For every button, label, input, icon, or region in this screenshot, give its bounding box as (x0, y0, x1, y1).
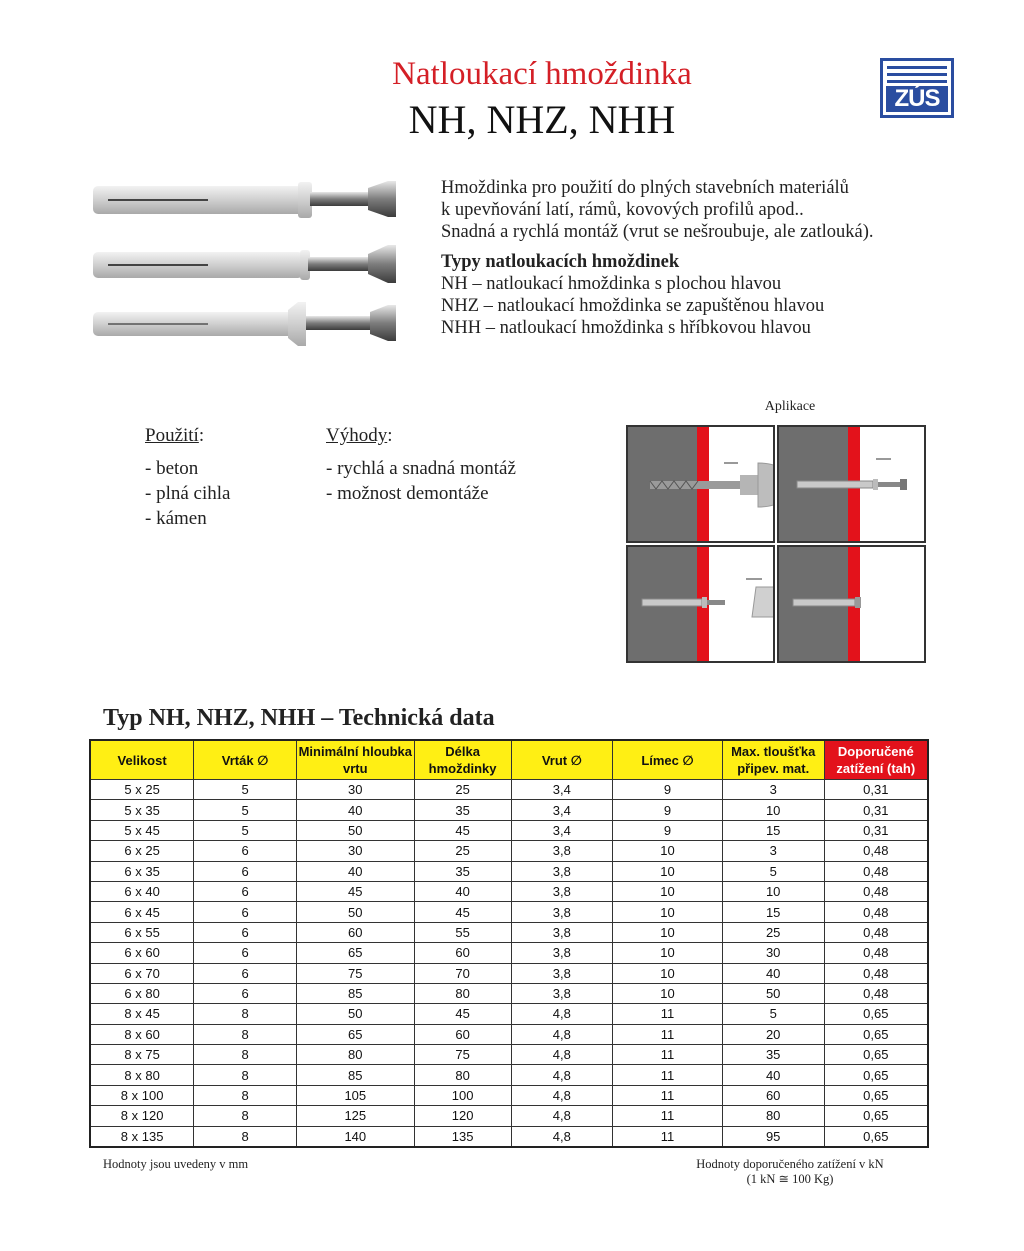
table-cell: 0,65 (824, 1065, 928, 1085)
footer-units-note: Hodnoty jsou uvedeny v mm (103, 1157, 249, 1171)
table-cell: 95 (722, 1126, 824, 1147)
table-cell: 6 (194, 861, 297, 881)
table-row (90, 1106, 928, 1126)
table-row (90, 922, 928, 942)
table-cell: 8 (194, 1106, 297, 1126)
table-cell: 3,8 (511, 902, 613, 922)
table-cell: 10 (613, 881, 723, 901)
table-cell: 8 x 45 (90, 1004, 194, 1024)
table-cell: 60 (414, 1024, 511, 1044)
table-row (90, 902, 928, 922)
table-row (90, 1024, 928, 1044)
table-cell: 5 (722, 861, 824, 881)
table-row (90, 861, 928, 881)
table-cell: 4,8 (511, 1004, 613, 1024)
table-cell: 60 (414, 943, 511, 963)
header-vrut: Vrut ∅ (511, 740, 613, 780)
application-step-drill (626, 425, 775, 543)
table-row (90, 800, 928, 820)
table-cell: 0,65 (824, 1004, 928, 1024)
table-cell: 10 (613, 963, 723, 983)
type-item: NH – natloukací hmoždinka s plochou hlavou (441, 274, 782, 294)
table-row (90, 881, 928, 901)
table-row (90, 841, 928, 861)
table-row (90, 1065, 928, 1085)
zus-logo (880, 58, 954, 118)
table-cell: 40 (296, 800, 414, 820)
table-cell: 4,8 (511, 1065, 613, 1085)
table-cell: 135 (414, 1126, 511, 1147)
table-cell: 140 (296, 1126, 414, 1147)
table-cell: 3,8 (511, 983, 613, 1003)
tech-data-title: Typ NH, NHZ, NHH – Technická data (103, 705, 495, 731)
table-cell: 45 (414, 820, 511, 840)
table-cell: 3 (722, 780, 824, 800)
table-cell: 25 (414, 780, 511, 800)
table-cell: 6 (194, 983, 297, 1003)
type-item: NHH – natloukací hmoždinka s hříbkovou hlavou (441, 318, 811, 338)
table-cell: 55 (414, 922, 511, 942)
table-cell: 6 x 40 (90, 881, 194, 901)
table-cell: 10 (613, 943, 723, 963)
table-cell: 15 (722, 902, 824, 922)
table-cell: 11 (613, 1085, 723, 1105)
table-cell: 5 (194, 820, 297, 840)
table-cell: 45 (414, 1004, 511, 1024)
anchor-nhh (93, 302, 396, 346)
table-cell: 40 (722, 963, 824, 983)
table-cell: 75 (296, 963, 414, 983)
table-cell: 30 (296, 780, 414, 800)
table-cell: 6 x 70 (90, 963, 194, 983)
header-limec: Límec ∅ (613, 740, 723, 780)
table-cell: 9 (613, 800, 723, 820)
table-cell: 11 (613, 1106, 723, 1126)
advantage-item: - možnost demontáže (326, 483, 489, 504)
table-cell: 30 (296, 841, 414, 861)
table-cell: 0,65 (824, 1085, 928, 1105)
table-cell: 0,65 (824, 1106, 928, 1126)
table-cell: 6 x 35 (90, 861, 194, 881)
advantages-section: Výhody: - rychlá a snadná montáž - možnost demontáže (326, 425, 516, 504)
description-line: Snadná a rychlá montáž (vrut se nešroubuje, ale zatlouká). (441, 222, 874, 242)
table-cell: 0,48 (824, 861, 928, 881)
table-cell: 6 x 45 (90, 902, 194, 922)
description (441, 177, 874, 339)
table-cell: 6 (194, 963, 297, 983)
table-cell: 11 (613, 1045, 723, 1065)
table-row (90, 1045, 928, 1065)
application-step-insert (777, 425, 926, 543)
table-row (90, 1126, 928, 1147)
anchor-nh (93, 181, 396, 218)
table-cell: 0,48 (824, 963, 928, 983)
table-cell: 8 x 75 (90, 1045, 194, 1065)
page-subtitle: NH, NHZ, NHH (408, 97, 676, 142)
table-cell: 11 (613, 1065, 723, 1085)
table-cell: 4,8 (511, 1126, 613, 1147)
header-delka: Délka hmoždinky (414, 740, 511, 780)
header-vrtak: Vrták ∅ (194, 740, 297, 780)
table-cell: 6 x 25 (90, 841, 194, 861)
table-cell: 8 (194, 1024, 297, 1044)
table-cell: 0,48 (824, 902, 928, 922)
table-cell: 8 (194, 1045, 297, 1065)
table-cell: 70 (414, 963, 511, 983)
table-cell: 10 (613, 922, 723, 942)
table-cell: 80 (722, 1106, 824, 1126)
table-cell: 3,8 (511, 963, 613, 983)
header-zatizeni: Doporučené zatížení (tah) (824, 740, 928, 780)
table-cell: 11 (613, 1126, 723, 1147)
table-cell: 0,48 (824, 943, 928, 963)
table-cell: 50 (296, 820, 414, 840)
table-cell: 3,8 (511, 943, 613, 963)
usage-item: - kámen (145, 508, 207, 529)
table-cell: 0,65 (824, 1126, 928, 1147)
table-cell: 5 x 35 (90, 800, 194, 820)
footer-load-conversion: (1 kN ≅ 100 Kg) (746, 1172, 834, 1186)
table-row (90, 1004, 928, 1024)
types-heading: Typy natloukacích hmoždinek (441, 252, 680, 272)
type-item: NHZ – natloukací hmoždinka se zapuštěnou hlavou (441, 296, 825, 316)
table-cell: 25 (722, 922, 824, 942)
table-cell: 100 (414, 1085, 511, 1105)
table-cell: 80 (414, 983, 511, 1003)
table-cell: 60 (722, 1085, 824, 1105)
table-cell: 8 x 135 (90, 1126, 194, 1147)
table-cell: 8 x 120 (90, 1106, 194, 1126)
application-step-done (777, 545, 926, 663)
table-cell: 0,48 (824, 922, 928, 942)
table-cell: 3,4 (511, 820, 613, 840)
table-row (90, 983, 928, 1003)
tech-data-table (89, 739, 929, 1148)
table-cell: 40 (414, 881, 511, 901)
table-cell: 9 (613, 820, 723, 840)
table-cell: 5 (194, 780, 297, 800)
table-cell: 125 (296, 1106, 414, 1126)
usage-section: Použití: - beton - plná cihla - kámen (145, 425, 231, 529)
application-step-hammer (626, 545, 775, 663)
usage-heading: Použití (145, 425, 199, 446)
footer-load-line: Hodnoty doporučeného zatížení v kN (696, 1157, 884, 1171)
table-cell: 6 (194, 881, 297, 901)
table-cell: 5 x 25 (90, 780, 194, 800)
table-cell: 10 (722, 800, 824, 820)
table-cell: 6 x 55 (90, 922, 194, 942)
table-cell: 10 (613, 983, 723, 1003)
table-cell: 4,8 (511, 1085, 613, 1105)
table-cell: 80 (296, 1045, 414, 1065)
table-cell: 8 (194, 1126, 297, 1147)
table-cell: 10 (613, 902, 723, 922)
table-cell: 65 (296, 943, 414, 963)
table-cell: 50 (296, 1004, 414, 1024)
table-row (90, 943, 928, 963)
anchors-image (88, 176, 400, 351)
table-cell: 6 x 80 (90, 983, 194, 1003)
table-cell: 10 (722, 881, 824, 901)
table-cell: 40 (722, 1065, 824, 1085)
table-cell: 4,8 (511, 1024, 613, 1044)
table-cell: 35 (722, 1045, 824, 1065)
table-cell: 105 (296, 1085, 414, 1105)
table-cell: 11 (613, 1024, 723, 1044)
table-cell: 3,8 (511, 881, 613, 901)
table-cell: 4,8 (511, 1045, 613, 1065)
table-cell: 10 (613, 841, 723, 861)
table-cell: 0,48 (824, 841, 928, 861)
table-cell: 8 (194, 1085, 297, 1105)
table-cell: 9 (613, 780, 723, 800)
usage-item: - plná cihla (145, 483, 231, 504)
table-cell: 0,48 (824, 983, 928, 1003)
table-cell: 8 x 60 (90, 1024, 194, 1044)
table-row (90, 1085, 928, 1105)
table-cell: 0,65 (824, 1045, 928, 1065)
description-line: Hmoždinka pro použití do plných stavebních materiálů (441, 178, 849, 198)
header-tloustka: Max. tloušťka připev. mat. (722, 740, 824, 780)
logo-text: ZÚS (886, 86, 948, 112)
table-cell: 85 (296, 983, 414, 1003)
table-cell: 5 x 45 (90, 820, 194, 840)
table-cell: 6 (194, 922, 297, 942)
table-cell: 6 (194, 841, 297, 861)
table-cell: 60 (296, 922, 414, 942)
table-cell: 120 (414, 1106, 511, 1126)
table-cell: 3,8 (511, 922, 613, 942)
table-cell: 45 (296, 881, 414, 901)
description-line: k upevňování latí, rámů, kovových profilů apod.. (441, 200, 804, 220)
advantage-item: - rychlá a snadná montáž (326, 458, 516, 479)
table-cell: 45 (414, 902, 511, 922)
table-cell: 25 (414, 841, 511, 861)
table-cell: 75 (414, 1045, 511, 1065)
table-row (90, 963, 928, 983)
header-hloubka: Minimální hloubka vrtu (296, 740, 414, 780)
table-cell: 4,8 (511, 1106, 613, 1126)
table-cell: 3,4 (511, 780, 613, 800)
table-cell: 0,65 (824, 1024, 928, 1044)
table-row (90, 820, 928, 840)
table-cell: 3,8 (511, 841, 613, 861)
table-cell: 20 (722, 1024, 824, 1044)
table-cell: 8 x 100 (90, 1085, 194, 1105)
table-cell: 80 (414, 1065, 511, 1085)
table-cell: 40 (296, 861, 414, 881)
table-cell: 6 (194, 943, 297, 963)
table-cell: 50 (296, 902, 414, 922)
table-cell: 0,31 (824, 800, 928, 820)
application-caption: Aplikace (764, 399, 816, 414)
table-cell: 30 (722, 943, 824, 963)
table-cell: 65 (296, 1024, 414, 1044)
table-cell: 3,8 (511, 861, 613, 881)
table-cell: 15 (722, 820, 824, 840)
table-cell: 5 (722, 1004, 824, 1024)
page-title: Natloukací hmoždinka (392, 56, 692, 92)
table-header-row (90, 740, 928, 780)
table-cell: 6 x 60 (90, 943, 194, 963)
table-cell: 0,31 (824, 820, 928, 840)
usage-item: - beton (145, 458, 199, 479)
table-cell: 85 (296, 1065, 414, 1085)
advantages-heading: Výhody (326, 425, 388, 446)
table-cell: 8 x 80 (90, 1065, 194, 1085)
table-cell: 3,4 (511, 800, 613, 820)
table-cell: 35 (414, 800, 511, 820)
table-cell: 10 (613, 861, 723, 881)
table-cell: 0,48 (824, 881, 928, 901)
table-cell: 0,31 (824, 780, 928, 800)
anchor-nhz (93, 245, 396, 283)
table-cell: 8 (194, 1065, 297, 1085)
table-cell: 8 (194, 1004, 297, 1024)
table-cell: 5 (194, 800, 297, 820)
header-velikost: Velikost (90, 740, 194, 780)
footer-load-note (660, 1157, 920, 1187)
table-row (90, 780, 928, 800)
table-cell: 50 (722, 983, 824, 1003)
table-cell: 3 (722, 841, 824, 861)
table-cell: 11 (613, 1004, 723, 1024)
table-cell: 6 (194, 902, 297, 922)
table-cell: 35 (414, 861, 511, 881)
